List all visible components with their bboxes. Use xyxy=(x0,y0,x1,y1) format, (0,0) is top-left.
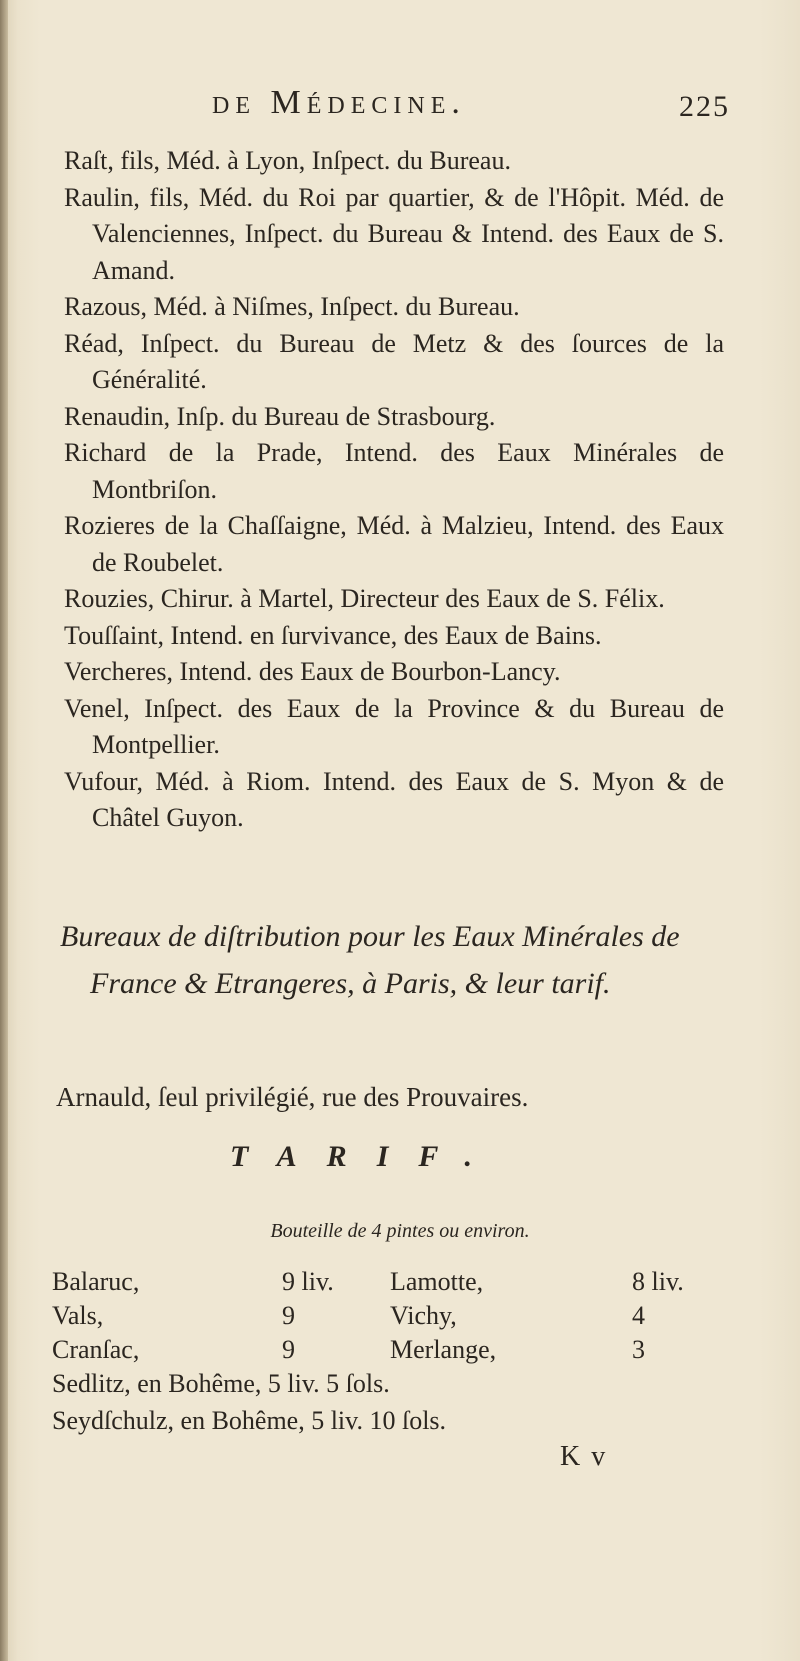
water-name: Vals, xyxy=(52,1301,104,1330)
water-price: 9 xyxy=(282,1301,295,1330)
page-spine-edge xyxy=(0,0,8,1661)
table-row xyxy=(52,1333,692,1367)
water-price: 3 xyxy=(632,1335,645,1364)
tarif-line: Sedlitz, en Bohême, 5 liv. 5 ſols. xyxy=(52,1369,390,1398)
water-name: Cranſac, xyxy=(52,1335,140,1364)
running-title: de Médecine. xyxy=(212,84,466,121)
list-item: Touſſaint, Intend. en ſurvivance, des Eaux de Bains. xyxy=(64,620,602,650)
list-item: Vufour, Méd. à Riom. Intend. des Eaux de S. Myon & de Châtel Guyon. xyxy=(64,766,724,832)
entry-list xyxy=(64,143,724,837)
page-number: 225 xyxy=(679,90,730,123)
merchant-line: Arnauld, ſeul privilégié, rue des Prouvaires. xyxy=(56,1082,529,1112)
table-row xyxy=(52,1265,692,1299)
list-item: Raulin, fils, Méd. du Roi par quartier, & de l'Hôpit. Méd. de Valenciennes, Inſpect. du Bureau & Intend. des Eaux de S. Amand. xyxy=(64,182,724,285)
section-heading: Bureaux de diſtribution pour les Eaux Minérales de France & Etrangeres, à Paris, & leur tarif. xyxy=(60,920,680,1000)
list-item: Rouzies, Chirur. à Martel, Directeur des Eaux de S. Félix. xyxy=(64,584,665,613)
catchword: K v xyxy=(560,1441,608,1472)
list-item: Vercheres, Intend. des Eaux de Bourbon-Lancy. xyxy=(64,657,561,686)
water-name: Vichy, xyxy=(390,1301,457,1330)
water-name: Balaruc, xyxy=(52,1267,140,1296)
page-header xyxy=(200,84,730,134)
tarif-line: Seydſchulz, en Bohême, 5 liv. 10 ſols. xyxy=(52,1406,447,1435)
list-item: Réad, Inſpect. du Bureau de Metz & des ſources de la Généralité. xyxy=(64,328,724,394)
tarif-table xyxy=(52,1265,692,1441)
water-price: 9 liv. xyxy=(282,1267,334,1296)
water-price: 8 liv. xyxy=(632,1267,684,1296)
water-name: Lamotte, xyxy=(390,1267,484,1296)
list-item: Renaudin, Inſp. du Bureau de Strasbourg. xyxy=(64,401,496,431)
list-item: Richard de la Prade, Intend. des Eaux Minérales de Montbriſon. xyxy=(64,438,724,504)
water-name: Merlange, xyxy=(390,1335,497,1364)
list-item: Rozieres de la Chaſſaigne, Méd. à Malzieu, Intend. des Eaux de Roubelet. xyxy=(64,511,724,577)
tarif-title: TARIF. xyxy=(230,1140,503,1173)
list-item: Razous, Méd. à Niſmes, Inſpect. du Bureau. xyxy=(64,292,520,321)
water-price: 9 xyxy=(282,1335,295,1364)
list-item: Raſt, fils, Méd. à Lyon, Inſpect. du Bureau. xyxy=(64,146,511,175)
water-price: 4 xyxy=(632,1301,645,1330)
table-row xyxy=(52,1299,692,1333)
list-item: Venel, Inſpect. des Eaux de la Province & du Bureau de Montpellier. xyxy=(64,693,724,759)
tarif-subtitle: Bouteille de 4 pintes ou environ. xyxy=(270,1220,530,1242)
